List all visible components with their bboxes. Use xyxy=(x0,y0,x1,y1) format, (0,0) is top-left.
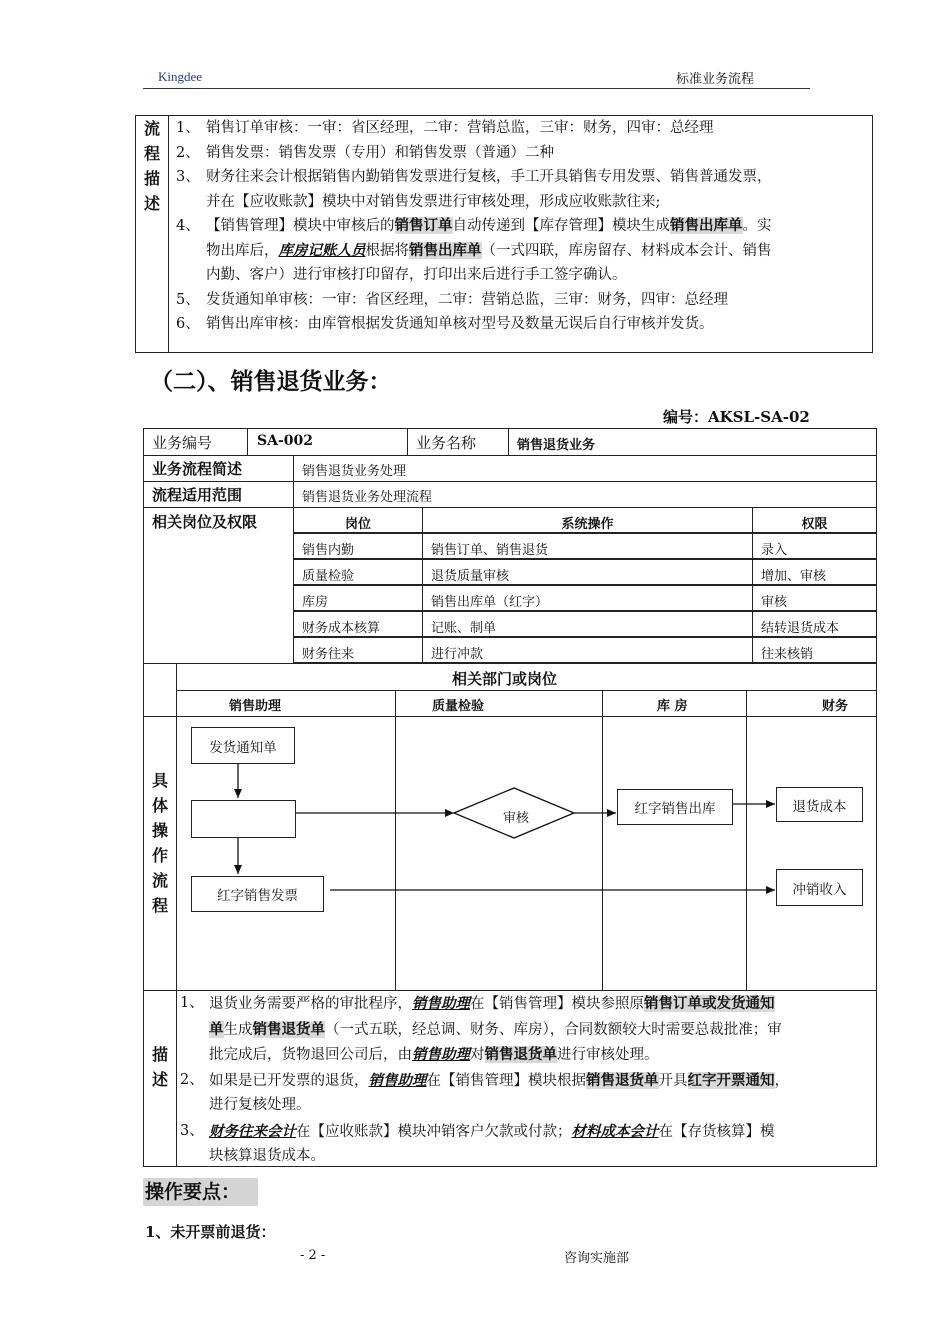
text-run: 自动传递到【库存管理】模块生成 xyxy=(452,218,670,234)
description-line xyxy=(209,991,775,1018)
description-line xyxy=(209,1119,775,1146)
lane-warehouse: 库 房 xyxy=(657,699,688,714)
highlighted-term: 红字开票通知 xyxy=(687,1071,775,1089)
role-permission: 审核 xyxy=(761,595,788,610)
highlighted-term: 销售订单 xyxy=(394,217,453,234)
text-run: 根据将 xyxy=(365,242,409,259)
label-char: 作 xyxy=(151,846,168,865)
text-run: 进行审核处理。 xyxy=(557,1047,659,1063)
description-line xyxy=(209,1093,311,1119)
label-char: 描 xyxy=(151,1045,168,1064)
scope-value: 销售退货业务处理流程 xyxy=(302,490,433,505)
roles-header: 系统操作 xyxy=(561,517,614,532)
list-number: 1、 xyxy=(176,120,200,136)
label-char: 述 xyxy=(151,1070,168,1089)
list-number: 3、 xyxy=(180,1122,204,1139)
label-char: 流 xyxy=(151,871,168,890)
role-name: 质量检验 xyxy=(302,569,355,584)
flow-box-label: 红字销售发票 xyxy=(217,888,298,904)
list-number: 3、 xyxy=(176,169,200,185)
highlighted-term: 单 xyxy=(209,1020,224,1038)
flow-box-label: 冲销收入 xyxy=(792,881,847,898)
biz-no-value: SA-002 xyxy=(257,433,314,449)
ops-subtitle: 1、未开票前退货： xyxy=(145,1223,276,1241)
role-permission: 增加、审核 xyxy=(761,569,827,584)
role-permission: 结转退货成本 xyxy=(761,621,840,636)
text-run: 在【存货核算】模 xyxy=(658,1123,775,1140)
highlighted-term: 销售出库单 xyxy=(409,241,482,259)
flow-box-label: 红字销售出库 xyxy=(634,801,716,817)
label-char: 程 xyxy=(143,144,160,163)
text-run: 如果是已开发票的退货， xyxy=(209,1072,369,1089)
text-run: 并在【应收账款】模块中对销售发票进行审核处理，形成应收账款往来; xyxy=(206,193,661,210)
flow-box-label: 发货通知单 xyxy=(209,739,277,756)
biz-name-label: 业务名称 xyxy=(416,434,477,452)
roles-header: 权限 xyxy=(801,517,828,532)
text-run: 对 xyxy=(470,1047,485,1063)
role-name: 财务成本核算 xyxy=(302,621,381,636)
lane-finance: 财务 xyxy=(822,699,849,714)
dept-header: 相关部门或岗位 xyxy=(452,670,558,688)
text-run: 销售发票：销售发票（专用）和销售发票（普通）二种 xyxy=(206,144,554,161)
highlighted-term: 销售订单或发货通知 xyxy=(644,995,775,1012)
biz-no-label: 业务编号 xyxy=(152,434,213,452)
description-line xyxy=(209,1042,659,1069)
text-run: ， xyxy=(774,1072,789,1089)
document-number: 编号：AKSL-SA-02 xyxy=(663,408,810,426)
summary-value: 销售退货业务处理 xyxy=(302,464,407,479)
list-number: 1、 xyxy=(180,995,204,1011)
list-number: 2、 xyxy=(180,1071,204,1088)
role-operation: 进行冲款 xyxy=(431,647,484,662)
role-term: 销售助理 xyxy=(412,995,470,1012)
description-line xyxy=(209,1068,789,1095)
flow-box-label: 退货成本 xyxy=(792,798,847,815)
description-line xyxy=(209,1144,325,1170)
list-number: 6、 xyxy=(176,316,200,332)
text-run: （一式四联，库房留存、材料成本会计、销售 xyxy=(481,242,772,259)
text-run: 进行复核处理。 xyxy=(209,1097,311,1113)
flow-box-red-outbound xyxy=(617,789,733,825)
text-run: 【销售管理】模块中审核后的 xyxy=(206,218,395,234)
text-run: 物出库后， xyxy=(206,242,279,259)
label-char: 程 xyxy=(151,896,168,915)
page-number: - 2 - xyxy=(300,1248,326,1263)
list-number: 5、 xyxy=(176,291,200,308)
role-name: 销售内勤 xyxy=(302,543,355,558)
ops-title: 操作要点： xyxy=(143,1178,258,1206)
list-number: 4、 xyxy=(176,218,200,234)
label-char: 流 xyxy=(143,119,160,138)
text-run: 。实 xyxy=(742,218,772,234)
label-char: 具 xyxy=(151,771,168,790)
role-term: 财务往来会计 xyxy=(209,1122,296,1140)
section-title: （二）、销售退货业务： xyxy=(150,369,392,395)
label-char: 操 xyxy=(151,821,168,840)
role-term: 材料成本会计 xyxy=(571,1122,659,1140)
text-run: 发货通知单审核：一审：省区经理，二审：营销总监，三审：财务，四审：总经理 xyxy=(206,291,728,308)
role-operation: 记账、制单 xyxy=(431,621,497,636)
label-char: 述 xyxy=(143,194,160,213)
flow-box-delivery-notice xyxy=(191,727,295,764)
text-run: 销售订单审核：一审：省区经理，二审：营销总监，三审：财务，四审：总经理 xyxy=(206,120,714,136)
flow-box-return-cost xyxy=(776,787,863,822)
list-number: 2、 xyxy=(176,144,200,161)
review-diamond-label: 审核 xyxy=(503,811,530,826)
flow-box-offset-revenue xyxy=(776,869,863,906)
text-run: （一式五联，经总调、财务、库房），合同数额较大时需要总裁批准；审 xyxy=(325,1021,782,1038)
highlighted-term: 销售退货单 xyxy=(252,1020,325,1038)
text-run: 销售出库审核：由库管根据发货通知单核对型号及数量无误后自行审核并发货。 xyxy=(206,316,714,332)
highlighted-term: 销售退货单 xyxy=(484,1046,557,1063)
label-char: 描 xyxy=(143,169,160,188)
role-operation: 销售订单、销售退货 xyxy=(431,543,549,558)
text-run: 生成 xyxy=(223,1021,253,1038)
role-operation: 退货质量审核 xyxy=(431,569,510,584)
flow-box-blank xyxy=(191,800,296,838)
scope-label: 流程适用范围 xyxy=(152,486,243,504)
highlighted-term: 销售出库单 xyxy=(670,217,743,234)
header-title: 标准业务流程 xyxy=(676,72,755,87)
role-name: 库房 xyxy=(302,595,329,610)
description-line xyxy=(209,1017,782,1044)
role-name: 财务往来 xyxy=(302,647,355,662)
text-run: 在【销售管理】模块参照原 xyxy=(470,996,644,1012)
footer-department: 咨询实施部 xyxy=(564,1251,630,1266)
text-run: 开具 xyxy=(658,1072,688,1089)
lane-sales-assistant: 销售助理 xyxy=(229,699,282,714)
desc-label xyxy=(150,1042,170,1092)
text-run: 退货业务需要严格的审批程序， xyxy=(209,996,412,1012)
text-run: 内勤、客户）进行审核打印留存，打印出来后进行手工签字确认。 xyxy=(206,267,627,283)
biz-name-value: 销售退货业务 xyxy=(517,438,596,453)
role-permission: 录入 xyxy=(761,543,788,558)
brand-logo-text: Kingdee xyxy=(158,69,203,84)
roles-header: 岗位 xyxy=(344,517,371,532)
label-char: 体 xyxy=(151,796,168,815)
text-run: 在【应收账款】模块冲销客户欠款或付款； xyxy=(296,1123,572,1140)
summary-label: 业务流程简述 xyxy=(152,460,243,478)
role-permission: 往来核销 xyxy=(761,647,814,662)
text-run: 块核算退货成本。 xyxy=(209,1148,325,1164)
role-term: 库房记账人员 xyxy=(278,241,366,259)
lane-quality: 质量检验 xyxy=(432,699,485,714)
highlighted-term: 销售退货单 xyxy=(586,1071,659,1089)
role-term: 销售助理 xyxy=(368,1071,427,1089)
text-run: 财务往来会计根据销售内勤销售发票进行复核，手工开具销售专用发票、销售普通发票， xyxy=(206,169,772,185)
text-run: 批完成后，货物退回公司后，由 xyxy=(209,1047,412,1063)
role-operation: 销售出库单（红字） xyxy=(431,595,549,610)
text-run: 在【销售管理】模块根据 xyxy=(426,1072,586,1089)
role-term: 销售助理 xyxy=(412,1046,470,1063)
flow-box-red-invoice xyxy=(191,876,324,912)
roles-label: 相关岗位及权限 xyxy=(152,513,258,531)
